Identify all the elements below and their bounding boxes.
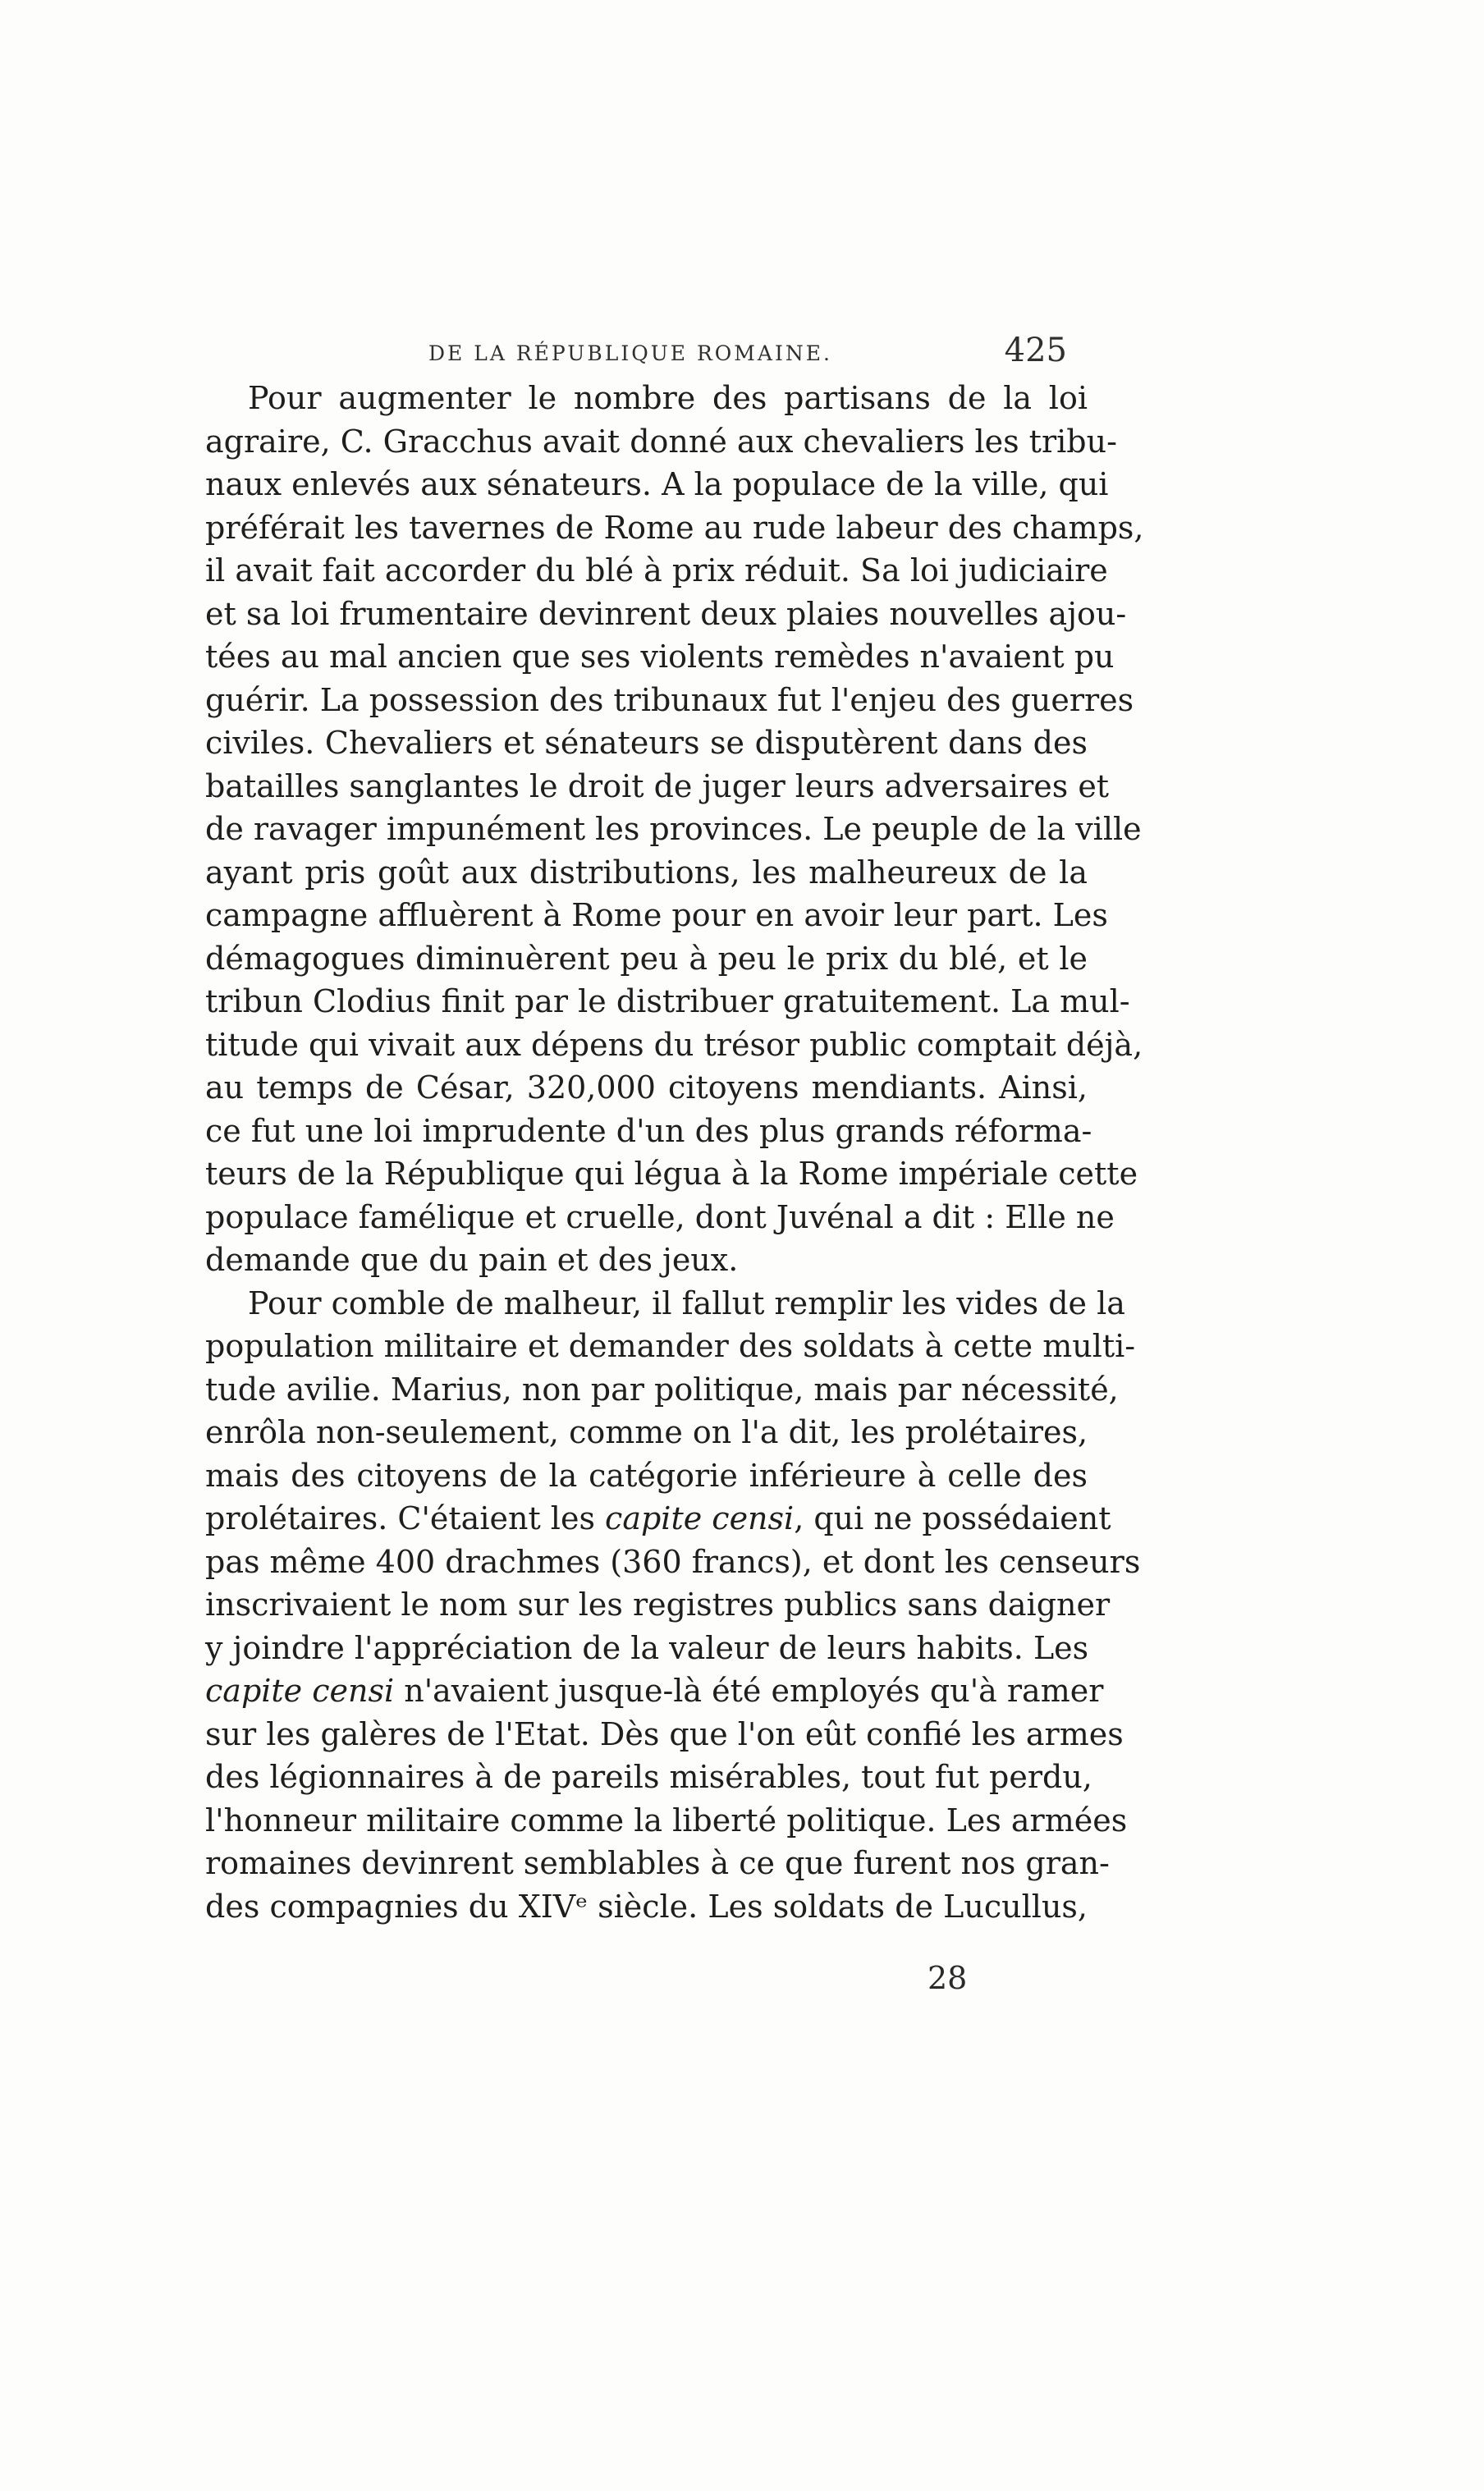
text-line: des compagnies du XIVᵉ siècle. Les soldats de Lucullus,: [205, 1888, 1088, 1925]
text-line: ce fut une loi imprudente d'un des plus grands réforma-: [205, 1112, 1092, 1149]
text-line: préférait les tavernes de Rome au rude labeur des champs,: [205, 509, 1144, 546]
text-line: Pour comble de malheur, il fallut remplir les vides de la: [248, 1284, 1125, 1321]
text-line: tude avilie. Marius, non par politique, mais par nécessité,: [205, 1371, 1119, 1408]
paragraph-1: [205, 377, 1144, 1282]
text-line: Pour augmenter le nombre des partisans de la loi: [248, 380, 1088, 416]
text-line: pas même 400 drachmes (360 francs), et dont les censeurs: [205, 1543, 1141, 1580]
text-line: agraire, C. Gracchus avait donné aux chevaliers les tribu-: [205, 423, 1117, 460]
signature-mark: 28: [928, 1960, 968, 1996]
text-line: inscrivaient le nom sur les registres publics sans daigner: [205, 1587, 1111, 1623]
running-title: DE LA RÉPUBLIQUE ROMAINE.: [428, 341, 832, 365]
text-line: titude qui vivait aux dépens du trésor public comptait déjà,: [205, 1026, 1143, 1063]
text-line: naux enlevés aux sénateurs. A la populace de la ville, qui: [205, 466, 1109, 502]
paragraph-2: [205, 1282, 1141, 1929]
text-line: romaines devinrent semblables à ce que furent nos gran-: [205, 1845, 1110, 1881]
text-line: des légionnaires à de pareils misérables, tout fut perdu,: [205, 1759, 1092, 1795]
text-line: sur les galères de l'Etat. Dès que l'on eût confié les armes: [205, 1715, 1124, 1752]
text-line: population militaire et demander des soldats à cette multi-: [205, 1328, 1136, 1364]
text-line: l'honneur militaire comme la liberté politique. Les armées: [205, 1802, 1128, 1838]
running-head: [410, 328, 1067, 378]
text-line: populace famélique et cruelle, dont Juvénal a dit : Elle ne: [205, 1198, 1115, 1235]
text-line: de ravager impunément les provinces. Le peuple de la ville: [205, 811, 1142, 847]
text-line: capite censi n'avaient jusque-là été employés qu'à ramer: [205, 1673, 1104, 1709]
text-line: au temps de César, 320,000 citoyens mendiants. Ainsi,: [205, 1069, 1088, 1106]
page-number: 425: [1004, 332, 1067, 369]
text-line: mais des citoyens de la catégorie inférieure à celle des: [205, 1457, 1088, 1494]
text-line: y joindre l'appréciation de la valeur de leurs habits. Les: [205, 1629, 1089, 1666]
text-line: il avait fait accorder du blé à prix réduit. Sa loi judiciaire: [205, 552, 1108, 588]
body-text: [205, 377, 1144, 1928]
text-line: et sa loi frumentaire devinrent deux plaies nouvelles ajou-: [205, 595, 1127, 632]
text-line: enrôla non-seulement, comme on l'a dit, les prolétaires,: [205, 1414, 1088, 1450]
text-line: guérir. La possession des tribunaux fut l'enjeu des guerres: [205, 681, 1134, 718]
text-line: campagne affluèrent à Rome pour en avoir leur part. Les: [205, 897, 1108, 933]
text-line: batailles sanglantes le droit de juger leurs adversaires et: [205, 767, 1110, 804]
text-line: civiles. Chevaliers et sénateurs se disputèrent dans des: [205, 725, 1088, 761]
text-line: ayant pris goût aux distributions, les malheureux de la: [205, 854, 1088, 891]
text-line: teurs de la République qui légua à la Rome impériale cette: [205, 1156, 1138, 1192]
text-line: démagogues diminuèrent peu à peu le prix du blé, et le: [205, 940, 1088, 977]
text-line: prolétaires. C'étaient les capite censi, qui ne possédaient: [205, 1500, 1111, 1536]
text-line: tées au mal ancien que ses violents remèdes n'avaient pu: [205, 639, 1115, 675]
text-line: demande que du pain et des jeux.: [205, 1242, 739, 1278]
text-line: tribun Clodius finit par le distribuer gratuitement. La mul-: [205, 983, 1130, 1019]
